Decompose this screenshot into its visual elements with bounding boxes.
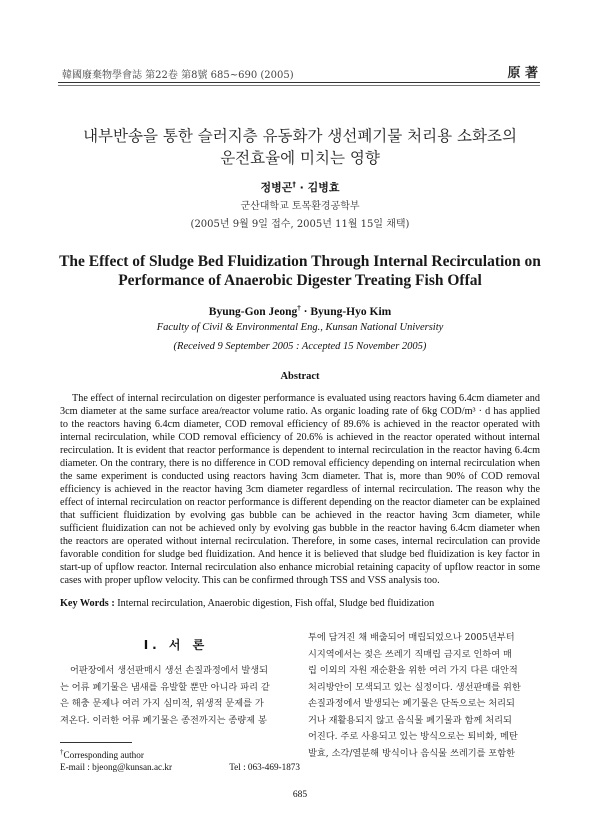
body-column-left xyxy=(60,630,292,729)
keywords-text: Internal recirculation, Anaerobic digestion, Fish offal, Sludge bed fluidization xyxy=(114,598,435,609)
body-line: 어판장에서 생선판매시 생선 손질과정에서 발생되 xyxy=(70,665,269,676)
footnote-rule xyxy=(60,742,132,743)
intro-right-text xyxy=(308,630,540,762)
body-line: 는 어류 폐기물은 냄새를 유발할 뿐만 아니라 파리 같 xyxy=(60,681,270,693)
english-title-line1: The Effect of Sludge Bed Fluidization Through Internal Recirculation on xyxy=(59,253,541,270)
english-author-1: Byung-Gon Jeong xyxy=(208,305,298,318)
abstract-heading: Abstract xyxy=(280,371,320,382)
body-line: 져온다. 이러한 어류 폐기물은 종전까지는 종량제 봉 xyxy=(60,714,267,726)
korean-author-1: 정병곤 xyxy=(260,181,293,194)
footnote xyxy=(60,746,300,773)
section-heading-introduction: I. 서 론 xyxy=(143,638,209,652)
body-line: 투에 담겨진 채 배출되어 매립되었으나 2005년부터 xyxy=(308,632,515,643)
body-line: 처리방안이 모색되고 있는 실정이다. 생선판매를 위한 xyxy=(308,681,521,693)
english-title xyxy=(40,252,560,290)
body-line: 립 이외의 자원 재순환을 위한 여러 가지 다른 대안적 xyxy=(308,665,518,676)
journal-header: 韓國廢棄物學會誌 第22卷 第8號 685~690 (2005) xyxy=(62,70,294,81)
english-title-line2: Performance of Anaerobic Digester Treating Fish Offal xyxy=(118,272,482,289)
korean-title xyxy=(60,125,540,169)
page-number: 685 xyxy=(292,790,308,800)
korean-author-2: · 김병효 xyxy=(295,181,340,194)
korean-authors xyxy=(0,179,600,195)
english-author-2: · Byung-Hyo Kim xyxy=(300,305,392,318)
english-authors xyxy=(0,304,600,318)
keywords xyxy=(60,598,540,609)
corresponding-mark-en: † xyxy=(297,304,301,312)
article-type-label: 原 著 xyxy=(507,66,538,81)
english-affiliation: Faculty of Civil & Environmental Eng., Kunsan National University xyxy=(156,322,444,333)
footnote-corresponding xyxy=(60,746,300,761)
body-line: 은 해충 문제나 여러 가지 심미적, 위생적 문제를 가 xyxy=(60,698,264,709)
body-line: 손질과정에서 발생되는 폐기물은 단독으로는 처리되 xyxy=(308,698,515,709)
abstract-body: The effect of internal recirculation on digester performance is evaluated using reactors having 6.4cm diameter and 3cm diameter at the same surface area/reactor volume ratio. As organic loading rate of 6kg COD/m³ · d has applied to the reactors having 6.4cm diameter, COD removal efficiency of 89.6% is achieved in the reactor operated with internal recirculation, while COD removal efficiency of 20.6% is achieved in the reactor operated without internal recirculation. It is evident that reactor performance is dependent to internal recirculation in the reactor having 6.4cm diameter. On the contrary, there is no difference in COD removal efficiency depending on internal recirculation when the same experiment is conducted using reactors having 3cm diameter. That is, more than 90% of COD removal efficiency is achieved in the reactor having 3cm diameter regardless of internal recirculation. The reason why the effect of internal recirculation on reactor performance is different depending on the reactor diameter can be explained that sufficient fluidization by evolving gas bubble can be achieved in the reactor having 3cm diameter, while sufficient fluidization can not be achieved only by evolving gas bubble in the reactor having 6.4cm diameter when the reactors are operated without internal recirculation. Therefore, in some cases, internal recirculation can provide favorable condition for sludge bed fluidization. And hence it is believed that sludge bed fluidization is key factor in start-up of upflow reactor. Internal recirculation also enhance microbial retaining capacity of upflow reactor in some cases with proper upflow velocity. This can be confirmed through TSS and VSS analysis too. xyxy=(60,393,540,586)
keywords-label: Key Words : xyxy=(60,598,115,609)
header-rule-thin xyxy=(58,85,540,86)
english-dates: (Received 9 September 2005 : Accepted 15 November 2005) xyxy=(173,341,427,352)
body-line: 거나 재활용되지 않고 음식물 폐기물과 함께 처리되 xyxy=(308,714,512,726)
footnote-contact xyxy=(60,761,300,773)
korean-title-line1: 내부반송을 통한 슬러지층 유동화가 생선폐기물 처리용 소화조의 xyxy=(83,127,517,145)
korean-affiliation: 군산대학교 토목환경공학부 xyxy=(240,201,360,212)
body-line: 어진다. 주로 사용되고 있는 방식으로는 퇴비화, 메탄 xyxy=(308,731,518,742)
footnote-mark: † xyxy=(60,748,64,756)
footnote-label: Corresponding author xyxy=(63,750,144,761)
korean-dates: (2005년 9월 9일 접수, 2005년 11월 15일 채택) xyxy=(190,219,410,230)
body-column-right xyxy=(308,630,540,762)
korean-title-line2: 운전효율에 미치는 영향 xyxy=(220,149,380,167)
footnote-email: E-mail : bjeong@kunsan.ac.kr xyxy=(60,762,173,773)
corresponding-mark: † xyxy=(292,180,296,189)
header-rule xyxy=(58,82,540,83)
body-line: 발효, 소각/열분해 방식이나 음식물 쓰레기를 포함한 xyxy=(308,747,515,759)
footnote-tel: Tel : 063-469-1873 xyxy=(229,762,300,773)
intro-left-text xyxy=(60,663,292,729)
body-line: 시지역에서는 젖은 쓰레기 직매립 금지로 인하여 매 xyxy=(308,648,512,660)
